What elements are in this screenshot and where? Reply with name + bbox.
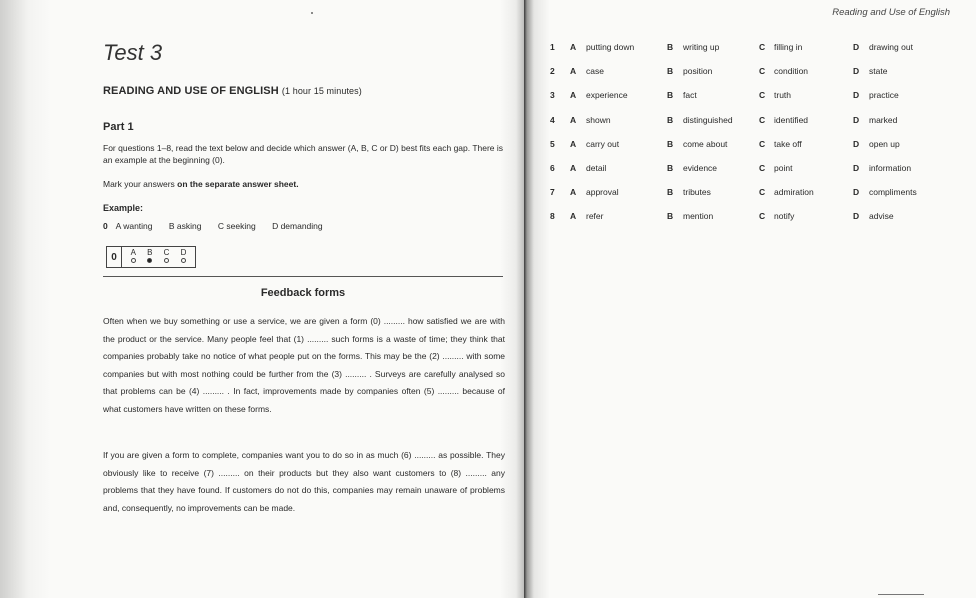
option-d-text: information [869, 163, 912, 173]
option-letter-a: A [570, 211, 577, 222]
option-a-text: approval [586, 187, 619, 198]
section-title-text: READING AND USE OF ENGLISH [103, 85, 279, 97]
question-number: 2 [550, 66, 555, 77]
question-number: 8 [550, 211, 555, 222]
mark-answers-bold: on the separate answer sheet. [177, 179, 299, 189]
mark-answers-note [103, 179, 299, 189]
option-letter-d: D [853, 187, 860, 198]
option-d-text: state [869, 66, 888, 77]
running-head: Reading and Use of English [832, 7, 950, 18]
part-title: Part 1 [103, 121, 134, 133]
option-c-text: truth [774, 90, 792, 101]
option-letter-a: A [570, 163, 577, 173]
option-letter-a: A [570, 114, 577, 125]
right-page [524, 0, 976, 598]
option-letter-c: C [759, 66, 766, 77]
filled-circle-icon [147, 258, 152, 263]
passage-paragraph-2: If you are given a form to complete, companies want you to do so in as much (6) ......... as possible. They obviously like to receive (7) ......... on their products but they also want customers to (8) ......... any problems that they have found. If customers do not do this, companies may remain unaware of problems and, consequently, no improvements can be made. [103, 450, 505, 513]
option-letter-d: D [853, 211, 860, 222]
option-c-text: filling in [774, 42, 803, 52]
example-option-c: C seeking [217, 221, 256, 231]
answer-grid-option-d [181, 248, 187, 266]
option-a-text: shown [586, 114, 611, 125]
mark-answers-prefix: Mark your answers [103, 179, 178, 189]
question-row [524, 66, 976, 80]
option-d-text: marked [869, 114, 898, 125]
empty-circle-icon [131, 258, 136, 263]
option-letter-a: A [570, 90, 577, 101]
question-number: 3 [550, 90, 555, 101]
answer-grid-letter: D [180, 248, 187, 257]
question-row [524, 187, 976, 201]
answer-grid-letter: A [130, 248, 136, 257]
option-a-text: experience [586, 90, 628, 101]
option-letter-a: A [570, 42, 577, 52]
example-label: Example: [103, 203, 144, 213]
option-b-text: writing up [683, 42, 720, 52]
option-letter-c: C [759, 211, 766, 222]
option-a-text: refer [586, 211, 604, 222]
option-b-text: tributes [683, 187, 711, 198]
option-a-text: putting down [586, 42, 635, 52]
question-number: 4 [550, 114, 555, 125]
empty-circle-icon [181, 258, 186, 263]
option-letter-b: B [667, 138, 674, 149]
option-letter-a: A [570, 138, 577, 149]
option-letter-c: C [759, 90, 766, 101]
option-letter-d: D [853, 42, 860, 52]
option-letter-a: A [570, 66, 577, 77]
option-letter-c: C [759, 138, 766, 149]
question-number: 5 [550, 138, 555, 149]
option-d-text: compliments [869, 187, 917, 198]
question-row [524, 90, 976, 104]
option-b-text: distinguished [683, 114, 733, 125]
option-letter-a: A [570, 187, 577, 198]
passage-title: Feedback forms [260, 287, 346, 299]
option-a-text: detail [586, 163, 607, 173]
test-title: Test 3 [103, 40, 163, 65]
option-b-text: fact [683, 90, 697, 101]
option-letter-b: B [667, 187, 674, 198]
option-letter-d: D [853, 66, 860, 77]
option-letter-d: D [853, 114, 860, 125]
option-c-text: admiration [774, 187, 814, 198]
option-c-text: condition [774, 66, 809, 77]
answer-grid-option-b [147, 248, 152, 266]
option-letter-b: B [667, 90, 674, 101]
answer-grid-letter: B [147, 248, 153, 257]
example-answer-grid [106, 246, 196, 268]
answer-grid-option-c [164, 248, 170, 266]
question-row [524, 163, 976, 177]
option-c-text: point [774, 163, 793, 173]
option-a-text: carry out [586, 138, 620, 149]
question-row [524, 115, 976, 129]
option-c-text: take off [774, 138, 802, 149]
section-divider [103, 276, 503, 277]
page-speck [311, 12, 313, 14]
option-letter-b: B [667, 114, 674, 125]
section-duration: (1 hour 15 minutes) [281, 86, 362, 96]
empty-circle-icon [164, 258, 169, 263]
answer-grid-option-a [131, 248, 136, 266]
option-letter-b: B [667, 211, 674, 222]
section-title [103, 85, 362, 97]
corner-rule [878, 594, 924, 595]
option-letter-c: C [759, 163, 766, 173]
option-d-text: practice [869, 90, 899, 101]
answer-grid-letter: C [163, 248, 170, 257]
option-letter-b: B [667, 66, 674, 77]
example-number: 0 [103, 221, 108, 231]
option-letter-c: C [759, 187, 766, 198]
option-d-text: advise [869, 211, 894, 222]
question-row [524, 42, 976, 56]
option-c-text: notify [774, 211, 795, 222]
option-c-text: identified [774, 114, 809, 125]
question-row [524, 211, 976, 225]
option-letter-d: D [853, 138, 860, 149]
example-option-d: D demanding [272, 221, 323, 231]
option-letter-d: D [853, 90, 860, 101]
option-letter-d: D [853, 163, 860, 173]
option-letter-c: C [759, 114, 766, 125]
option-b-text: come about [683, 138, 728, 149]
option-letter-c: C [759, 42, 766, 52]
option-b-text: position [683, 66, 713, 77]
option-b-text: mention [683, 211, 714, 222]
question-number: 1 [550, 42, 555, 52]
passage-paragraph-1: Often when we buy something or use a service, we are given a form (0) ......... how satisfied we are with the product or the service. Many people feel that (1) ......... such forms is a waste of time; they think that companies probably take no notice of what people put on the forms. This may be the (2) ......... with some companies but with most nothing could be further from the (3) ......... . Surveys are carefully analysed so that problems can be (4) ......... . In fact, improvements made by companies often (5) ......... because of what customers have written on these forms. [103, 316, 505, 414]
option-d-text: drawing out [869, 42, 913, 52]
answer-grid-options [122, 247, 195, 267]
answer-grid-number: 0 [107, 247, 122, 267]
question-row [524, 139, 976, 153]
question-number: 7 [550, 187, 555, 198]
option-b-text: evidence [683, 163, 718, 173]
option-a-text: case [586, 66, 604, 77]
example-option-b: B asking [168, 221, 202, 231]
example-option-a: A wanting [115, 221, 153, 231]
example-row [103, 221, 337, 231]
question-number: 6 [550, 163, 555, 173]
option-letter-b: B [667, 163, 674, 173]
option-letter-b: B [667, 42, 674, 52]
option-d-text: open up [869, 138, 900, 149]
instructions: For questions 1–8, read the text below and decide which answer (A, B, C or D) best fits each gap. There is an example at the beginning (0). [103, 143, 504, 165]
